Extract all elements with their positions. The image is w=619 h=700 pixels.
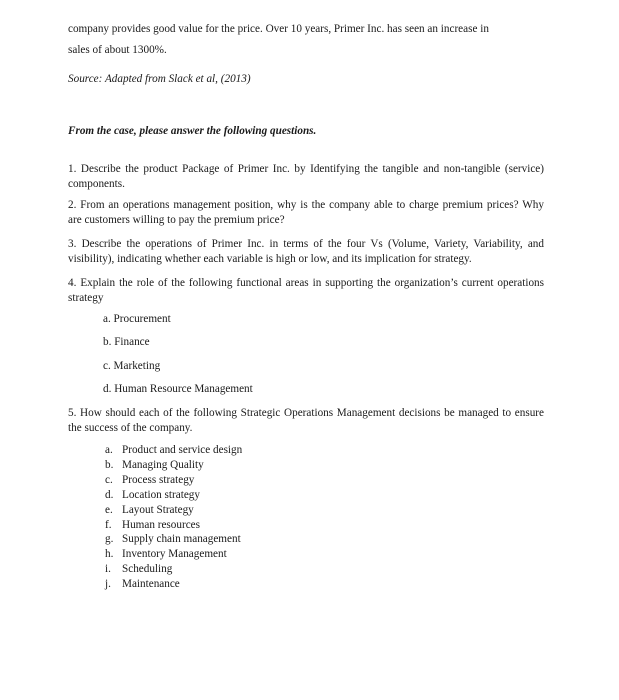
q4-item-finance: b. Finance: [103, 336, 150, 348]
list-item: i. Scheduling: [105, 563, 173, 576]
q4-item-marketing: c. Marketing: [103, 360, 161, 372]
q5-decision-list: [105, 443, 242, 592]
intro-line-1: company provides good value for the price. Over 10 years, Primer Inc. has seen an increase in: [68, 23, 489, 35]
question-5: 5. How should each of the following Strategic Operations Management decisions be managed to ensure the success of the company.: [68, 407, 544, 434]
list-item: c. Process strategy: [105, 473, 195, 486]
list-item: e. Layout Strategy: [105, 503, 194, 516]
list-item: b. Managing Quality: [105, 458, 204, 471]
list-item: f. Human resources: [105, 518, 200, 531]
source-citation: Source: Adapted from Slack et al, (2013): [68, 73, 251, 85]
q4-item-procurement: a. Procurement: [103, 313, 171, 325]
q4-item-hrm: d. Human Resource Management: [103, 383, 253, 395]
list-item: d. Location strategy: [105, 488, 200, 501]
list-item: j. Maintenance: [105, 578, 180, 591]
question-2: 2. From an operations management position, why is the company able to charge premium prices? Why are customers willing to pay the premium price?: [68, 199, 544, 226]
question-3: 3. Describe the operations of Primer Inc. in terms of the four Vs (Volume, Variety, Variability, and visibility), indicating whether each variable is high or low, and its implication for strategy.: [68, 238, 544, 265]
intro-line-2: sales of about 1300%.: [68, 44, 167, 56]
instruction-heading: From the case, please answer the following questions.: [68, 125, 317, 137]
list-item: h. Inventory Management: [105, 548, 227, 561]
question-1: 1. Describe the product Package of Primer Inc. by Identifying the tangible and non-tangible (service) components.: [68, 163, 544, 190]
list-item: g. Supply chain management: [105, 533, 241, 546]
list-item: a. Product and service design: [105, 444, 243, 456]
question-4: 4. Explain the role of the following functional areas in supporting the organization’s current operations strategy: [68, 277, 544, 304]
